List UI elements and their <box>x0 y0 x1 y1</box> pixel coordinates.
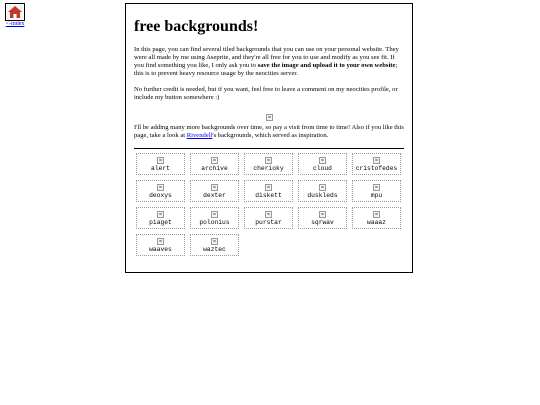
background-name: sqrwav <box>311 218 334 226</box>
intro-text-end: ; this is to prevent heavy resource usage by the neocities server. <box>134 62 398 77</box>
background-preview-icon <box>157 211 164 218</box>
content-panel <box>125 3 413 273</box>
background-preview-icon <box>319 211 326 218</box>
background-preview-icon <box>319 157 326 164</box>
background-preview-icon <box>211 184 218 191</box>
background-name: mpu <box>370 191 383 199</box>
page-title: free backgrounds! <box>134 18 259 35</box>
background-tile-cristofedes[interactable] <box>352 153 401 175</box>
background-tile-sqrwav[interactable] <box>298 207 347 229</box>
background-preview-icon <box>211 157 218 164</box>
background-tile-waaves[interactable] <box>136 234 185 256</box>
home-label: <-index <box>5 21 25 27</box>
background-name: waaves <box>149 245 172 253</box>
background-tile-dexter[interactable] <box>190 180 239 202</box>
background-tile-piaget[interactable] <box>136 207 185 229</box>
background-tile-waztec[interactable] <box>190 234 239 256</box>
background-tile-purstar[interactable] <box>244 207 293 229</box>
background-name: waaaz <box>367 218 386 226</box>
background-tile-duskleds[interactable] <box>298 180 347 202</box>
background-name: cherioky <box>253 164 284 172</box>
background-preview-icon <box>265 157 272 164</box>
background-preview-icon <box>265 184 272 191</box>
background-tile-archive[interactable] <box>190 153 239 175</box>
background-tile-polonius[interactable] <box>190 207 239 229</box>
intro-bold-text: save the image and upload it to your own website <box>257 62 396 69</box>
site-button-image <box>134 108 404 118</box>
update-text-end: 's backgrounds, which served as inspiration. <box>212 132 329 139</box>
background-name: cloud <box>313 164 332 172</box>
background-name: duskleds <box>307 191 338 199</box>
background-preview-icon <box>157 238 164 245</box>
background-name: dexter <box>203 191 226 199</box>
background-preview-icon <box>319 184 326 191</box>
background-name: alert <box>151 164 170 172</box>
background-preview-icon <box>373 211 380 218</box>
background-preview-icon <box>157 157 164 164</box>
background-preview-icon <box>211 238 218 245</box>
background-tile-alert[interactable] <box>136 153 185 175</box>
background-preview-icon <box>211 211 218 218</box>
credit-paragraph: No further credit is needed, but if you want, feel free to leave a comment on my neocities profile, or include my button somewhere :) <box>134 86 398 101</box>
background-tile-deoxys[interactable] <box>136 180 185 202</box>
intro-text: In this page, you can find several tiled backgrounds that you can use on your personal website. They were all made by me using Aseprite, and they're all free for you to use and modify as you see fit. If you find something you like, I only ask you to <box>134 46 399 69</box>
background-preview-icon <box>373 184 380 191</box>
background-name: purstar <box>255 218 282 226</box>
background-tile-diskett[interactable] <box>244 180 293 202</box>
background-name: diskett <box>255 191 282 199</box>
home-link[interactable] <box>3 3 27 28</box>
background-name: cristofedes <box>355 164 398 172</box>
background-name: piaget <box>149 218 172 226</box>
home-icon <box>5 3 25 21</box>
background-tile-mpu[interactable] <box>352 180 401 202</box>
background-name: deoxys <box>149 191 172 199</box>
background-preview-icon <box>373 157 380 164</box>
background-preview-icon <box>265 211 272 218</box>
backgrounds-grid <box>136 153 404 256</box>
background-tile-cherioky[interactable] <box>244 153 293 175</box>
background-preview-icon <box>157 184 164 191</box>
divider <box>134 148 404 149</box>
update-paragraph <box>134 124 404 140</box>
background-name: waztec <box>203 245 226 253</box>
background-name: polonius <box>199 218 230 226</box>
rivendell-link[interactable]: Rivendell <box>186 132 213 139</box>
background-name: archive <box>201 164 228 172</box>
update-text: I'll be adding many more backgrounds over time, so pay a visit from time to time! Also if you like this page, take a look at <box>134 124 404 139</box>
intro-paragraph <box>134 46 404 78</box>
broken-image-icon <box>266 114 273 121</box>
background-tile-cloud[interactable] <box>298 153 347 175</box>
background-tile-waaaz[interactable] <box>352 207 401 229</box>
